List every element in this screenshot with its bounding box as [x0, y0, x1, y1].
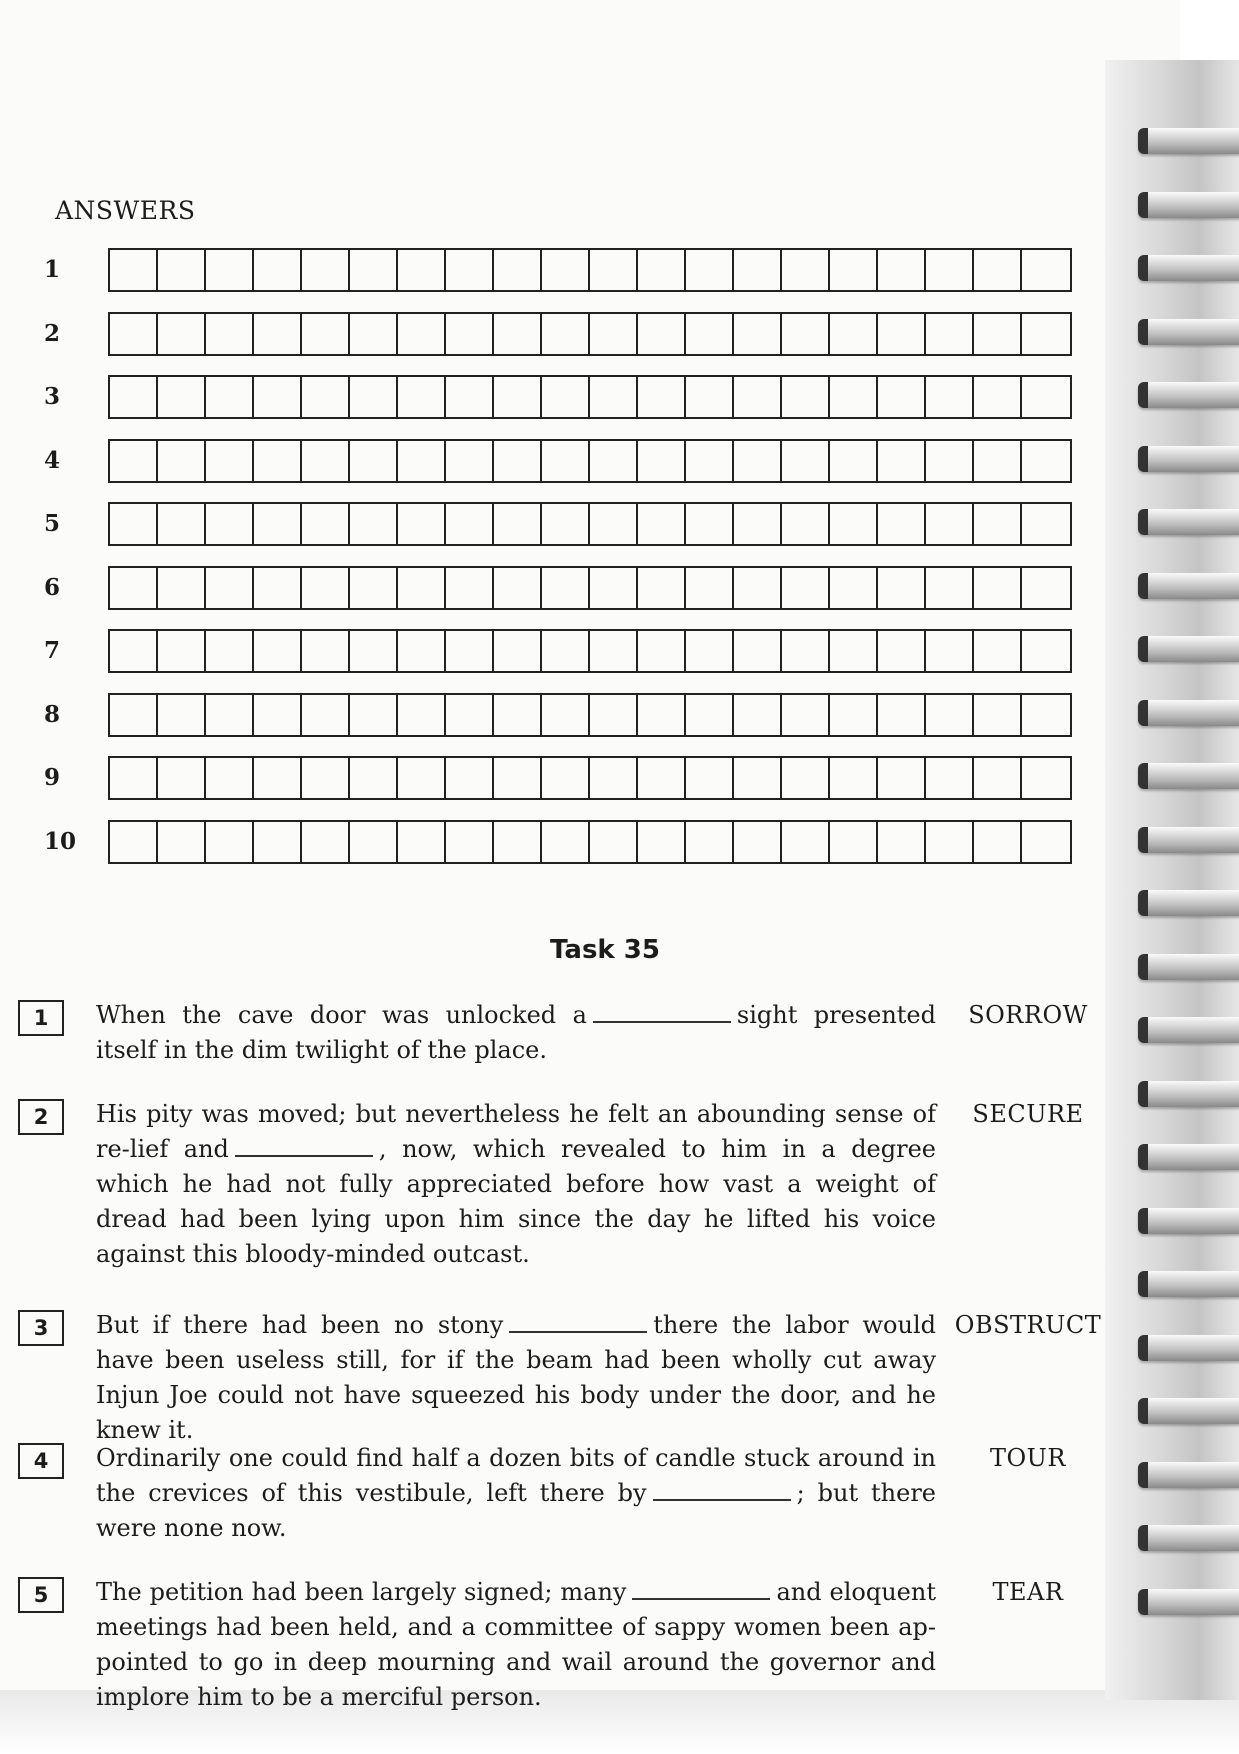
answer-cell[interactable] — [638, 822, 686, 862]
spiral-binding — [1105, 60, 1239, 1700]
keyword: SORROW — [968, 1001, 1088, 1029]
answer-row — [44, 312, 1114, 356]
answer-cell[interactable] — [206, 568, 254, 608]
answer-cell[interactable] — [302, 631, 350, 671]
binding-ring — [1138, 382, 1239, 408]
answer-cell[interactable] — [590, 822, 638, 862]
answer-cell[interactable] — [830, 504, 878, 544]
answer-cell[interactable] — [158, 377, 206, 417]
answer-cell[interactable] — [398, 758, 446, 798]
answer-cell[interactable] — [638, 695, 686, 735]
answer-cell[interactable] — [1022, 822, 1070, 862]
answer-cell[interactable] — [782, 695, 830, 735]
answer-cell[interactable] — [494, 822, 542, 862]
answer-cell[interactable] — [542, 758, 590, 798]
answer-cell[interactable] — [974, 822, 1022, 862]
answer-cell[interactable] — [158, 695, 206, 735]
answer-cell[interactable] — [302, 504, 350, 544]
answer-cell[interactable] — [686, 314, 734, 354]
answer-cell[interactable] — [542, 504, 590, 544]
answer-cell[interactable] — [878, 377, 926, 417]
binding-ring — [1138, 255, 1239, 281]
answer-row-number: 5 — [44, 510, 61, 537]
answer-cells — [108, 248, 1072, 292]
answer-cell[interactable] — [782, 250, 830, 290]
answer-cell[interactable] — [254, 314, 302, 354]
item-number-box: 3 — [18, 1310, 64, 1346]
answer-row — [44, 756, 1114, 800]
answer-row — [44, 693, 1114, 737]
answer-cell[interactable] — [686, 822, 734, 862]
answer-cell[interactable] — [110, 631, 158, 671]
answer-blank[interactable] — [632, 1576, 770, 1600]
binding-ring — [1138, 1144, 1239, 1170]
answer-cell[interactable] — [830, 568, 878, 608]
answer-cell[interactable] — [110, 250, 158, 290]
answer-cell[interactable] — [590, 504, 638, 544]
answer-row-number: 3 — [44, 383, 61, 410]
answer-cell[interactable] — [638, 631, 686, 671]
answer-cell[interactable] — [302, 314, 350, 354]
answer-cell[interactable] — [110, 758, 158, 798]
answer-cell[interactable] — [974, 695, 1022, 735]
answer-row-number: 8 — [44, 700, 61, 728]
answer-cell[interactable] — [830, 631, 878, 671]
answer-cell[interactable] — [398, 631, 446, 671]
answer-cell[interactable] — [926, 250, 974, 290]
answer-cell[interactable] — [398, 377, 446, 417]
answer-cell[interactable] — [542, 314, 590, 354]
answer-cell[interactable] — [110, 822, 158, 862]
answer-cells — [108, 502, 1072, 546]
answer-cell[interactable] — [878, 822, 926, 862]
answer-cell[interactable] — [926, 441, 974, 481]
answer-cell[interactable] — [542, 250, 590, 290]
answer-row-number: 9 — [44, 764, 61, 791]
answer-cell[interactable] — [446, 504, 494, 544]
answer-cell[interactable] — [734, 822, 782, 862]
item-number-box: 2 — [18, 1099, 64, 1135]
answer-cell[interactable] — [302, 758, 350, 798]
answer-cell[interactable] — [782, 822, 830, 862]
answer-cell[interactable] — [782, 377, 830, 417]
answer-cell[interactable] — [350, 822, 398, 862]
answer-cell[interactable] — [446, 250, 494, 290]
answer-cell[interactable] — [542, 631, 590, 671]
answer-cell[interactable] — [734, 314, 782, 354]
answer-cells — [108, 820, 1072, 864]
answer-cell[interactable] — [974, 314, 1022, 354]
answer-cell[interactable] — [350, 504, 398, 544]
answer-cell[interactable] — [926, 822, 974, 862]
answer-cells — [108, 375, 1072, 419]
answer-cell[interactable] — [110, 441, 158, 481]
sentence-after-blank: there the labor would have been useless still, for if the beam had been wholly cut away Injun Joe could not have squeezed his body under the door, and he knew it. — [96, 1311, 936, 1444]
answer-blank[interactable] — [653, 1477, 791, 1501]
answer-cell[interactable] — [638, 377, 686, 417]
binding-ring — [1138, 1589, 1239, 1615]
answer-cell[interactable] — [302, 377, 350, 417]
sentence-before-blank: But if there had been no stony — [96, 1311, 504, 1339]
answer-cell[interactable] — [782, 568, 830, 608]
item-sentence — [96, 998, 936, 1068]
answer-cell[interactable] — [1022, 695, 1070, 735]
answer-cell[interactable] — [542, 441, 590, 481]
answer-row — [44, 566, 1114, 610]
answer-cell[interactable] — [446, 314, 494, 354]
answer-cell[interactable] — [590, 377, 638, 417]
answer-cell[interactable] — [974, 250, 1022, 290]
answer-cell[interactable] — [350, 568, 398, 608]
answer-cell[interactable] — [206, 504, 254, 544]
answer-row — [44, 820, 1114, 864]
answer-cell[interactable] — [926, 695, 974, 735]
answer-cell[interactable] — [350, 758, 398, 798]
answer-cell[interactable] — [254, 250, 302, 290]
answer-cell[interactable] — [206, 758, 254, 798]
answer-cell[interactable] — [926, 504, 974, 544]
binding-ring — [1138, 1525, 1239, 1551]
answer-cell[interactable] — [1022, 441, 1070, 481]
answer-cell[interactable] — [734, 758, 782, 798]
keyword: TEAR — [992, 1578, 1064, 1606]
binding-ring — [1138, 1398, 1239, 1424]
answer-cell[interactable] — [158, 250, 206, 290]
answer-cells — [108, 439, 1072, 483]
answer-cell[interactable] — [638, 504, 686, 544]
answer-cell[interactable] — [638, 758, 686, 798]
answer-cell[interactable] — [974, 441, 1022, 481]
answer-cell[interactable] — [974, 631, 1022, 671]
answer-cell[interactable] — [254, 441, 302, 481]
answer-cell[interactable] — [734, 441, 782, 481]
binding-ring — [1138, 827, 1239, 853]
answer-cell[interactable] — [206, 441, 254, 481]
answer-cell[interactable] — [926, 758, 974, 798]
answer-cell[interactable] — [110, 314, 158, 354]
answer-cell[interactable] — [110, 568, 158, 608]
sentence-before-blank: The petition had been largely signed; many — [96, 1578, 627, 1606]
answer-cell[interactable] — [254, 758, 302, 798]
answer-cell[interactable] — [350, 695, 398, 735]
sentence-before-blank: When the cave door was unlocked a — [96, 1001, 587, 1029]
answer-cell[interactable] — [350, 377, 398, 417]
binding-ring — [1138, 1462, 1239, 1488]
keyword: OBSTRUCT — [954, 1311, 1102, 1339]
answer-cell[interactable] — [446, 441, 494, 481]
answer-cell[interactable] — [158, 504, 206, 544]
binding-ring — [1138, 192, 1239, 218]
sentence-after-blank: sight presented itself in the dim twilight of the place. — [96, 1001, 936, 1064]
binding-ring — [1138, 636, 1239, 662]
answer-cell[interactable] — [494, 695, 542, 735]
answer-cell[interactable] — [350, 250, 398, 290]
answer-cell[interactable] — [734, 695, 782, 735]
answer-cell[interactable] — [878, 504, 926, 544]
answer-cell[interactable] — [158, 441, 206, 481]
answer-row-number: 1 — [44, 256, 61, 283]
answer-cell[interactable] — [926, 314, 974, 354]
binding-ring — [1138, 1017, 1239, 1043]
answer-cell[interactable] — [302, 822, 350, 862]
answer-cell[interactable] — [254, 822, 302, 862]
binding-ring — [1138, 573, 1239, 599]
answer-cell[interactable] — [302, 250, 350, 290]
sentence-after-blank: ; but there were none now. — [96, 1479, 937, 1542]
answer-cell[interactable] — [446, 568, 494, 608]
answer-cell[interactable] — [782, 314, 830, 354]
answer-cells — [108, 629, 1072, 673]
answer-cell[interactable] — [206, 314, 254, 354]
answer-cell[interactable] — [878, 695, 926, 735]
answer-cell[interactable] — [110, 504, 158, 544]
answer-row-number: 7 — [44, 637, 61, 664]
answer-cell[interactable] — [830, 250, 878, 290]
keyword: SECURE — [972, 1100, 1084, 1128]
answer-cell[interactable] — [398, 568, 446, 608]
sentence-before-blank: His pity was moved; but nevertheless he felt an abounding sense of re-lief and — [96, 1100, 936, 1163]
answer-row-number: 2 — [44, 319, 61, 347]
binding-ring — [1138, 1081, 1239, 1107]
answer-cell[interactable] — [542, 822, 590, 862]
answer-cell[interactable] — [302, 568, 350, 608]
binding-ring — [1138, 1208, 1239, 1234]
answer-cell[interactable] — [206, 631, 254, 671]
answer-cell[interactable] — [734, 631, 782, 671]
sentence-after-blank: , now, which revealed to him in a degree which he had not fully appreciated before how vast a weight of dread had been lying upon him since the day he lifted his voice against this bloody-minded outcast. — [96, 1135, 936, 1268]
task-title: Task 35 — [550, 935, 660, 965]
keyword: TOUR — [990, 1444, 1066, 1472]
answer-cell[interactable] — [158, 822, 206, 862]
answer-cell[interactable] — [542, 695, 590, 735]
answer-row-number: 10 — [44, 827, 77, 855]
answer-cell[interactable] — [782, 631, 830, 671]
answer-cell[interactable] — [302, 441, 350, 481]
answer-cell[interactable] — [158, 314, 206, 354]
answer-cell[interactable] — [830, 441, 878, 481]
answer-cell[interactable] — [878, 758, 926, 798]
answer-row — [44, 502, 1114, 546]
answer-cell[interactable] — [686, 695, 734, 735]
binding-ring — [1138, 890, 1239, 916]
answer-cell[interactable] — [878, 568, 926, 608]
answer-cell[interactable] — [926, 631, 974, 671]
item-sentence — [96, 1308, 936, 1448]
answer-cell[interactable] — [734, 568, 782, 608]
answer-cell[interactable] — [686, 631, 734, 671]
answer-cell[interactable] — [350, 441, 398, 481]
answer-cell[interactable] — [638, 441, 686, 481]
answer-cell[interactable] — [590, 250, 638, 290]
answer-cell[interactable] — [830, 377, 878, 417]
answer-cell[interactable] — [974, 758, 1022, 798]
answer-cell[interactable] — [974, 568, 1022, 608]
answer-cell[interactable] — [446, 758, 494, 798]
answer-row — [44, 248, 1114, 292]
answer-cell[interactable] — [254, 504, 302, 544]
answer-cell[interactable] — [494, 568, 542, 608]
answer-cell[interactable] — [974, 377, 1022, 417]
answer-cell[interactable] — [446, 631, 494, 671]
answer-cell[interactable] — [494, 504, 542, 544]
answer-cell[interactable] — [398, 314, 446, 354]
answer-cell[interactable] — [398, 695, 446, 735]
answer-cell[interactable] — [1022, 758, 1070, 798]
answer-cell[interactable] — [398, 250, 446, 290]
answer-cells — [108, 312, 1072, 356]
answer-cell[interactable] — [782, 758, 830, 798]
answer-cell[interactable] — [590, 441, 638, 481]
answer-cell[interactable] — [206, 822, 254, 862]
answer-cell[interactable] — [830, 758, 878, 798]
answer-cell[interactable] — [878, 631, 926, 671]
answer-cell[interactable] — [446, 377, 494, 417]
answer-cell[interactable] — [398, 822, 446, 862]
answer-cells — [108, 566, 1072, 610]
answer-cell[interactable] — [830, 822, 878, 862]
answer-cell[interactable] — [398, 504, 446, 544]
answer-cell[interactable] — [686, 504, 734, 544]
binding-ring — [1138, 954, 1239, 980]
answer-blank[interactable] — [235, 1133, 373, 1157]
answer-cell[interactable] — [782, 504, 830, 544]
answers-heading: ANSWERS — [55, 196, 196, 225]
answer-cell[interactable] — [494, 631, 542, 671]
answer-cell[interactable] — [590, 314, 638, 354]
sentence-before-blank: Ordinarily one could find half a dozen bits of candle stuck around in the crevices of this vestibule, left there by — [96, 1444, 936, 1507]
answer-cell[interactable] — [926, 377, 974, 417]
answer-cell[interactable] — [110, 377, 158, 417]
answer-cell[interactable] — [686, 250, 734, 290]
answer-cell[interactable] — [206, 695, 254, 735]
answer-cells — [108, 756, 1072, 800]
answer-cell[interactable] — [494, 377, 542, 417]
binding-ring — [1138, 128, 1239, 154]
binding-ring — [1138, 319, 1239, 345]
answer-cell[interactable] — [494, 441, 542, 481]
answer-cell[interactable] — [302, 695, 350, 735]
answer-cell[interactable] — [638, 568, 686, 608]
answer-cell[interactable] — [254, 695, 302, 735]
answer-cell[interactable] — [590, 758, 638, 798]
answer-cell[interactable] — [206, 377, 254, 417]
answer-cell[interactable] — [1022, 568, 1070, 608]
item-sentence — [96, 1441, 936, 1546]
answer-row-number: 6 — [44, 573, 61, 601]
answer-cell[interactable] — [590, 568, 638, 608]
answer-cell[interactable] — [878, 441, 926, 481]
answer-cell[interactable] — [734, 504, 782, 544]
answer-cell[interactable] — [686, 377, 734, 417]
answer-cell[interactable] — [686, 441, 734, 481]
answer-cell[interactable] — [350, 631, 398, 671]
answer-cell[interactable] — [1022, 250, 1070, 290]
answer-row — [44, 439, 1114, 483]
answer-cell[interactable] — [158, 568, 206, 608]
answer-cell[interactable] — [638, 250, 686, 290]
binding-ring — [1138, 1271, 1239, 1297]
item-sentence — [96, 1575, 936, 1715]
answer-blank[interactable] — [509, 1309, 647, 1333]
binding-ring — [1138, 509, 1239, 535]
answer-cell[interactable] — [1022, 504, 1070, 544]
item-number-box: 5 — [18, 1577, 64, 1613]
answer-cell[interactable] — [878, 250, 926, 290]
item-number-box: 1 — [18, 1000, 64, 1036]
answer-row — [44, 629, 1114, 673]
answer-cell[interactable] — [158, 758, 206, 798]
binding-ring — [1138, 700, 1239, 726]
answer-blank[interactable] — [593, 999, 731, 1023]
answer-cell[interactable] — [494, 758, 542, 798]
answer-cell[interactable] — [686, 568, 734, 608]
answer-cells — [108, 693, 1072, 737]
answer-cell[interactable] — [494, 250, 542, 290]
answer-cell[interactable] — [734, 250, 782, 290]
answer-cell[interactable] — [254, 631, 302, 671]
answer-cell[interactable] — [830, 695, 878, 735]
answer-cell[interactable] — [590, 631, 638, 671]
answer-row-number: 4 — [44, 446, 61, 474]
answer-cell[interactable] — [206, 250, 254, 290]
answer-cell[interactable] — [542, 568, 590, 608]
answer-cell[interactable] — [782, 441, 830, 481]
answer-cell[interactable] — [878, 314, 926, 354]
item-sentence — [96, 1097, 936, 1272]
binding-ring — [1138, 1335, 1239, 1361]
answer-cell[interactable] — [398, 441, 446, 481]
answer-cell[interactable] — [254, 377, 302, 417]
answer-cell[interactable] — [638, 314, 686, 354]
sentence-after-blank: and eloquent meetings had been held, and a committee of sappy women been ap-pointed to go in deep mourning and wail around the governor and implore him to be a merciful person. — [96, 1578, 936, 1711]
binding-ring — [1138, 763, 1239, 789]
answer-cell[interactable] — [446, 695, 494, 735]
answer-cell[interactable] — [1022, 377, 1070, 417]
answer-cell[interactable] — [110, 695, 158, 735]
answer-cell[interactable] — [686, 758, 734, 798]
binding-ring — [1138, 446, 1239, 472]
item-number-box: 4 — [18, 1443, 64, 1479]
answer-cell[interactable] — [1022, 314, 1070, 354]
answer-cell[interactable] — [926, 568, 974, 608]
answer-cell[interactable] — [446, 822, 494, 862]
answer-cell[interactable] — [1022, 631, 1070, 671]
answer-cell[interactable] — [734, 377, 782, 417]
answer-row — [44, 375, 1114, 419]
answer-cell[interactable] — [158, 631, 206, 671]
answer-cell[interactable] — [254, 568, 302, 608]
answer-cell[interactable] — [350, 314, 398, 354]
answer-cell[interactable] — [974, 504, 1022, 544]
answer-cell[interactable] — [494, 314, 542, 354]
answer-cell[interactable] — [590, 695, 638, 735]
answer-cell[interactable] — [542, 377, 590, 417]
answer-cell[interactable] — [830, 314, 878, 354]
